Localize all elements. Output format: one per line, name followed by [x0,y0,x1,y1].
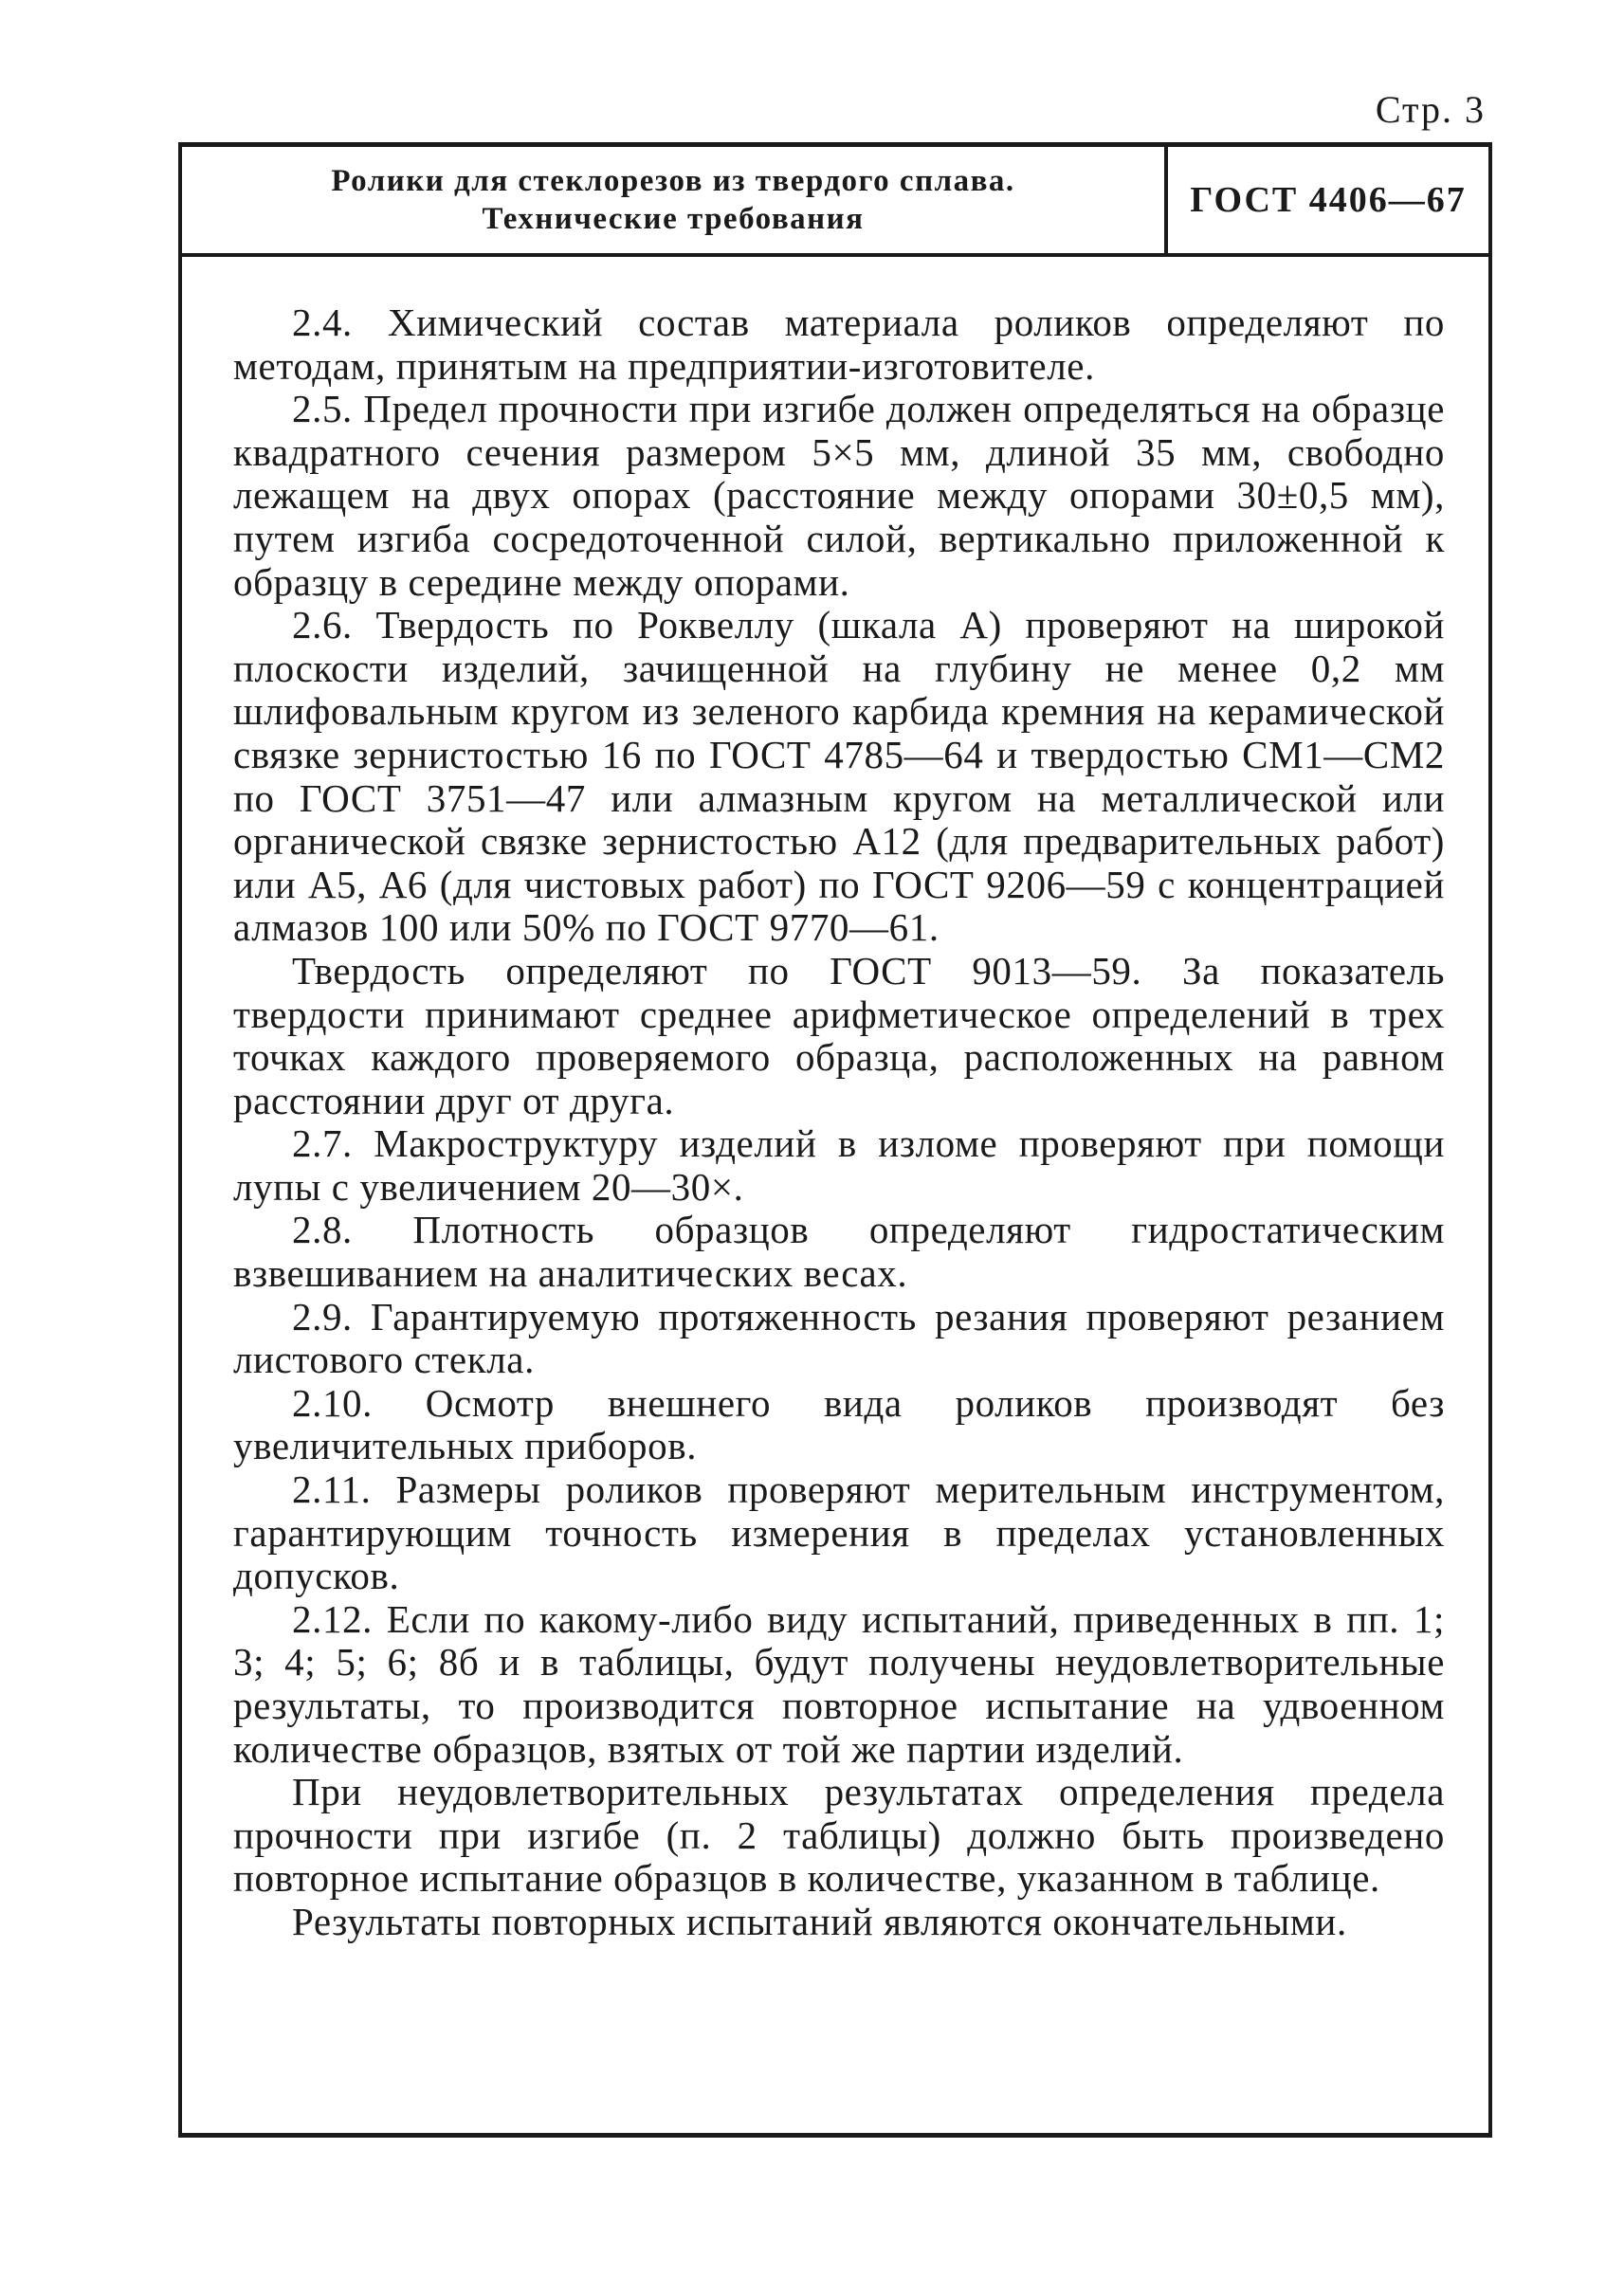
page-number: Стр. 3 [1375,88,1486,131]
paragraph-2-8: 2.8. Плотность образцов определяют гидростатическим взвешиванием на аналитических весах. [233,1208,1445,1296]
paragraph-2-12: 2.12. Если по какому-либо виду испытаний, приведенных в пп. 1; 3; 4; 5; 6; 8б и в таблицы, будут получены неудовлетворительные результаты, то производится повторное испытание на удвоенном количестве образцов, взятых от той же партии изделий. [233,1596,1445,1771]
paragraph-hardness: Твердость определяют по ГОСТ 9013—59. За показатель твердости принимают среднее арифметическое определений в трех точках каждого проверяемого образца, расположенных на равном расстоянии друг от друга. [233,948,1445,1122]
paragraph-2-9: 2.9. Гарантируемую протяженность резания проверяют резанием листового стекла. [233,1294,1445,1382]
paragraph-2-11: 2.11. Размеры роликов проверяют мерительным инструментом, гарантирующим точность измерения в пределах установленных допусков. [233,1467,1445,1598]
paragraph-2-7: 2.7. Макроструктуру изделий в изломе проверяют при помощи лупы с увеличением 20—30×. [233,1121,1445,1209]
header-title-line-2: Технические требования [482,202,865,236]
frame-bottom-rule [178,2133,1492,2138]
paragraph-retest: При неудовлетворительных результатах определения предела прочности при изгибе (п. 2 таблицы) должно быть произведено повторное испытание образцов в количестве, указанном в таблице. [233,1770,1445,1901]
document-body [233,301,1445,1944]
header-title [182,147,1168,253]
paragraph-2-6: 2.6. Твердость по Роквеллу (шкала А) проверяют на широкой плоскости изделий, зачищенной на глубину не менее 0,2 мм шлифовальным кругом из зеленого карбида кремния на керамической связке зернистостью 16 по ГОСТ 4785—64 и твердостью СМ1—СМ2 по ГОСТ 3751—47 или алмазным кругом на металлической или органической связке зернистостью А12 (для предварительных работ) или А5, А6 (для чистовых работ) по ГОСТ 9206—59 с концентрацией алмазов 100 или 50% по ГОСТ 9770—61. [233,603,1445,950]
header-title-line-1: Ролики для стеклорезов из твердого сплава. [331,164,1015,198]
paragraph-2-5: 2.5. Предел прочности при изгибе должен определяться на образце квадратного сечения размером 5×5 мм, длиной 35 мм, свободно лежащем на двух опорах (расстояние между опорами 30±0,5 мм), путем изгиба сосредоточенной силой, вертикально приложенной к образцу в середине между опорами. [233,387,1445,604]
paragraph-2-4: 2.4. Химический состав материала роликов определяют по методам, принятым на предприятии-изготовителе. [233,301,1445,388]
paragraph-final: Результаты повторных испытаний являются окончательными. [292,1899,1347,1943]
paragraph-2-10: 2.10. Осмотр внешнего вида роликов производят без увеличительных приборов. [233,1380,1445,1468]
document-header [182,147,1488,257]
standard-code: ГОСТ 4406—67 [1190,180,1467,220]
